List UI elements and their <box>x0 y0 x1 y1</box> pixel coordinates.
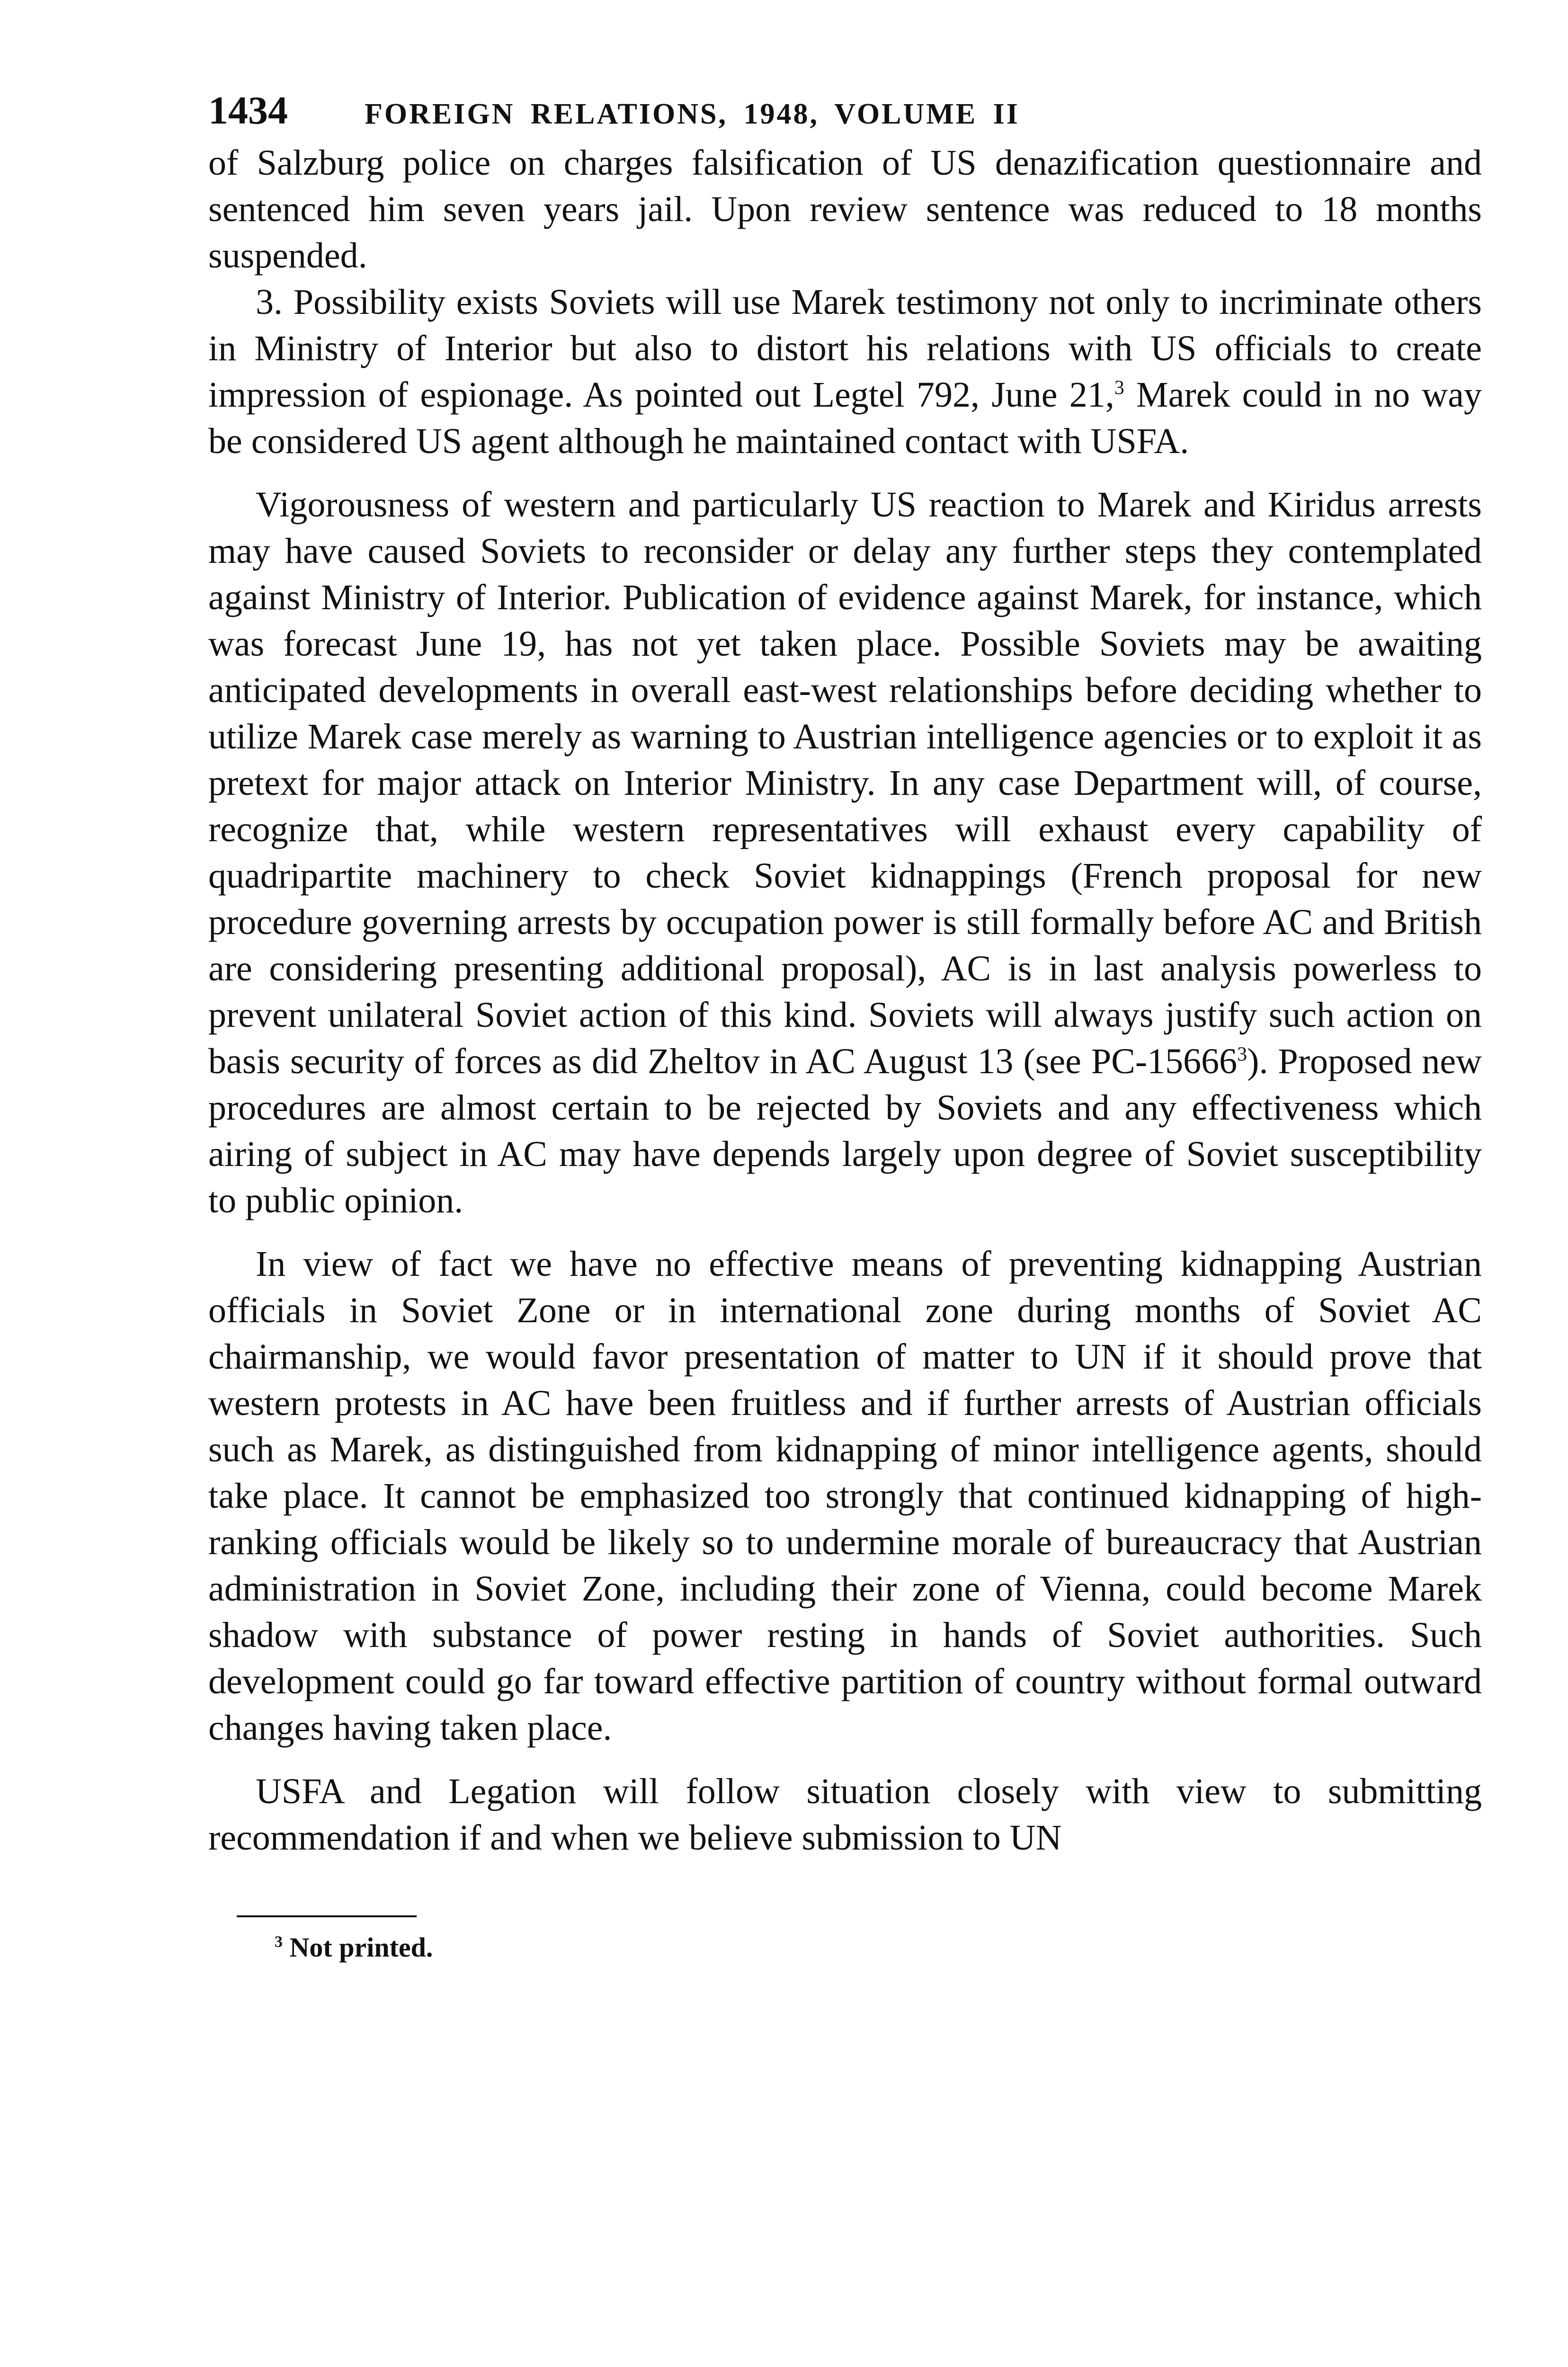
running-header <box>208 88 1482 140</box>
paragraph-2-text: 3. Possibility exists Soviets will use Marek testimony not only to incriminate others in Ministry of Interior but also to distort his relations with US officials to create impression of espionage. As pointed out Legtel 792, June 21, <box>208 282 1482 415</box>
paragraph-3-text: Vigorousness of western and particularly US reaction to Marek and Kiridus arrests may have caused Soviets to reconsider or delay any further steps they contemplated against Ministry of Interior. Publication of evidence against Marek, for instance, which was forecast June 19, has not yet taken place. Possible Soviets may be awaiting anticipated developments in overall east-west relationships before deciding whether to utilize Marek case merely as warning to Austrian intelligence agencies or to exploit it as pretext for major attack on Interior Ministry. In any case Department will, of course, recognize that, while western representatives will exhaust every capability of quadripartite machinery to check Soviet kidnappings (French proposal for new procedure governing arrests by occupation power is still formally before AC and British are considering presenting additional proposal), AC is in last analysis powerless to prevent unilateral Soviet action of this kind. Soviets will always justify such action on basis security of forces as did Zheltov in AC August 13 (see PC-15666 <box>208 485 1482 1081</box>
footnotes <box>237 1915 1482 1963</box>
running-title: FOREIGN RELATIONS, 1948, VOLUME II <box>365 98 1020 130</box>
paragraph-3-text-after: ). Proposed new procedures are almost certain to be rejected by Soviets and any effectiveness which airing of subject in AC may have depends largely upon degree of Soviet susceptibility to public opinion. <box>208 1041 1482 1220</box>
paragraph-4 <box>208 1241 1482 1751</box>
paragraph-3 <box>208 481 1482 1224</box>
footnote-text: Not printed. <box>289 1932 433 1963</box>
paragraph-2 <box>208 279 1482 464</box>
paragraph-1-text: of Salzburg police on charges falsification of US denazification questionnaire and sentenced him seven years jail. Upon review sentence was reduced to 18 months suspended. <box>208 143 1482 276</box>
document-page <box>208 88 1482 1963</box>
paragraph-4-text: In view of fact we have no effective means of preventing kidnapping Austrian officials in Soviet Zone or in international zone during months of Soviet AC chairmanship, we would favor presentation of matter to UN if it should prove that western protests in AC have been fruitless and if further arrests of Austrian officials such as Marek, as distinguished from kidnapping of minor intelligence agents, should take place. It cannot be emphasized too strongly that continued kidnapping of high-ranking officials would be likely so to undermine morale of bureaucracy that Austrian administration in Soviet Zone, including their zone of Vienna, could become Marek shadow with substance of power resting in hands of Soviet authorities. Such development could go far toward effective partition of country without formal outward changes having taken place. <box>208 1244 1482 1748</box>
page-number: 1434 <box>208 89 288 133</box>
footnote-mark: 3 <box>275 1933 283 1951</box>
paragraph-5 <box>208 1768 1482 1861</box>
paragraph-2-text-after: Marek could in no way be considered US agent although he maintained contact with USFA. <box>208 375 1482 461</box>
footnote-divider <box>237 1915 417 1917</box>
footnote-3 <box>275 1931 1482 1963</box>
footnote-ref-3: 3 <box>1114 377 1124 399</box>
paragraph-5-text: USFA and Legation will follow situation closely with view to submitting recommendation if and when we believe submission to UN <box>208 1771 1482 1858</box>
paragraph-1 <box>208 140 1482 279</box>
body-text <box>208 140 1482 1861</box>
footnote-ref-3: 3 <box>1237 1043 1247 1066</box>
